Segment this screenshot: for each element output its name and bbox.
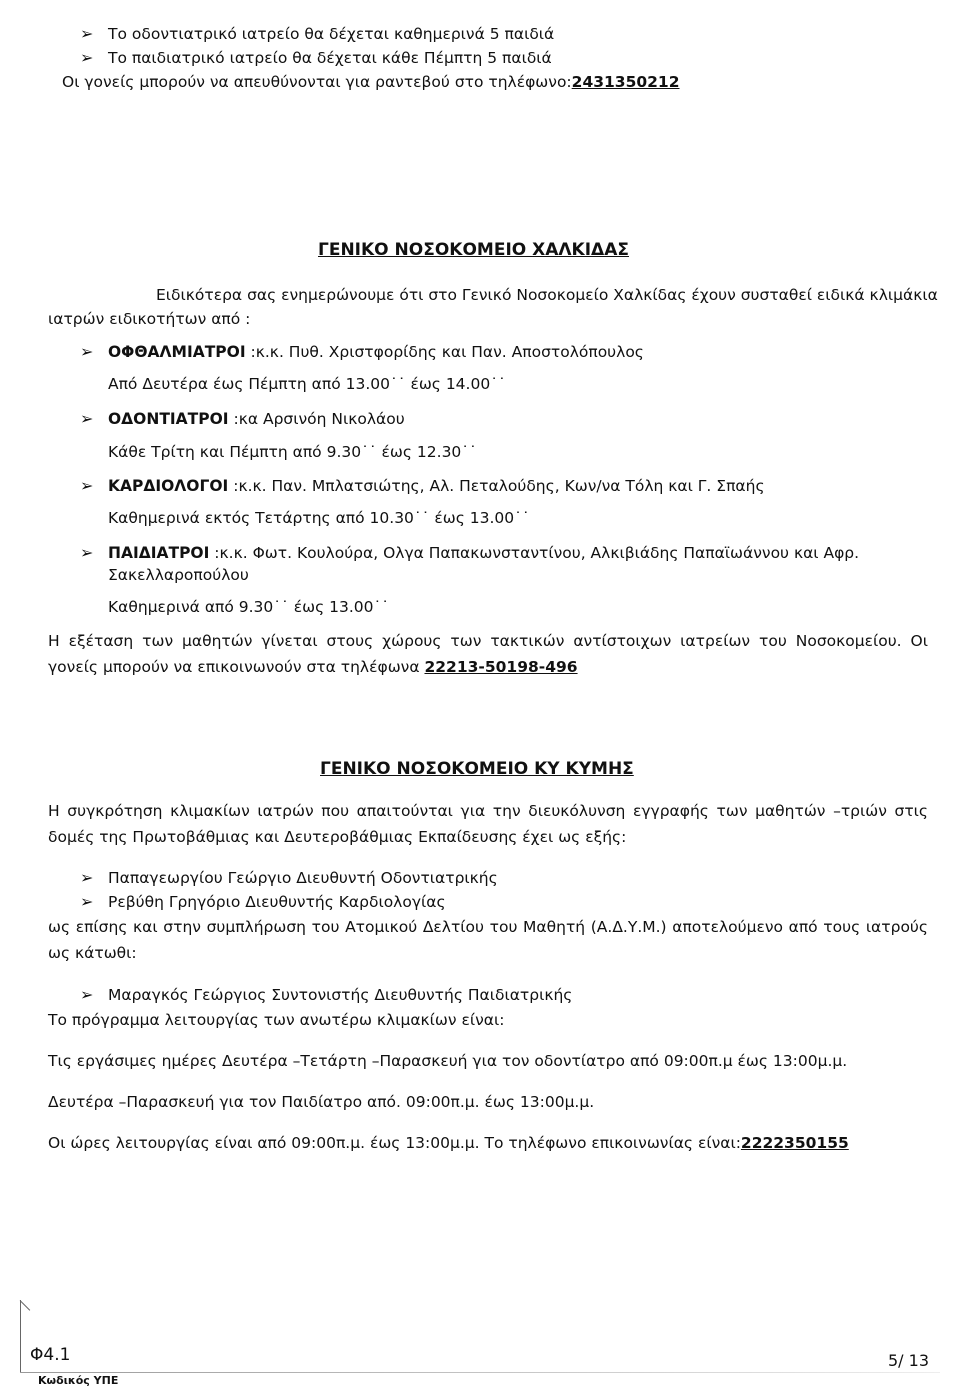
chalkida-item-cardiology [108, 476, 765, 496]
item-text: :κ.κ. Πυθ. Χριστφορίδης και Παν. Αποστολόπουλος [245, 343, 644, 361]
item-text: :κ.κ. Φωτ. Κουλούρα, Ολγα Παπακωνσταντίνου, Αλκιβιάδης Παπαϊωάννου και Αφρ. [209, 544, 860, 562]
kymi-line-3-text: Οι ώρες λειτουργίας είναι από 09:00π.μ. έως 13:00μ.μ. Το τηλέφωνο επικοινωνίας είναι: [48, 1134, 741, 1152]
kymi-bullet-3: Μαραγκός Γεώργιος Συντονιστής Διευθυντής Παιδιατρικής [108, 986, 573, 1004]
arrow-bullet-icon: ➢ [80, 24, 94, 43]
chalkida-intro-2: ιατρών ειδικοτήτων από : [48, 310, 251, 328]
arrow-bullet-icon: ➢ [80, 476, 94, 495]
item-head: ΟΦΘΑΛΜΙΑΤΡΟΙ [108, 343, 246, 361]
chalkida-schedule-pediatrics: Καθημερινά από 9.30˙˙ έως 13.00˙˙ [108, 598, 389, 616]
chalkida-title: ΓΕΝΙΚΟ ΝΟΣΟΚΟΜΕΙΟ ΧΑΛΚΙΔΑΣ [318, 240, 629, 260]
chalkida-item-dentists [108, 409, 405, 429]
page-number: 5/ 13 [888, 1351, 930, 1370]
arrow-bullet-icon: ➢ [80, 868, 94, 887]
intro-bullet-1: Το οδοντιατρικό ιατρείο θα δέχεται καθημερινά 5 παιδιά [108, 25, 555, 43]
chalkida-item-pediatrics [108, 543, 859, 563]
footer-code-label: Κωδικός ΥΠΕ [38, 1374, 119, 1387]
chalkida-schedule-cardiology: Καθημερινά εκτός Τετάρτης από 10.30˙˙ έως 13.00˙˙ [108, 509, 530, 527]
kymi-program: Το πρόγραμμα λειτουργίας των ανωτέρω κλιμακίων είναι: [48, 1011, 505, 1029]
item-head: ΠΑΙΔΙΑΤΡΟΙ [108, 544, 210, 562]
chalkida-schedule-dentists: Κάθε Τρίτη και Πέμπτη από 9.30˙˙ έως 12.30˙˙ [108, 443, 477, 461]
item-head: ΚΑΡΔΙΟΛΟΓΟΙ [108, 477, 229, 495]
arrow-bullet-icon: ➢ [80, 543, 94, 562]
intro-contact-phone: 2431350212 [571, 73, 680, 91]
chalkida-item-pediatrics-cont: Σακελλαροπούλου [108, 566, 249, 584]
footer-divider [20, 1372, 940, 1373]
arrow-bullet-icon: ➢ [80, 342, 94, 361]
exam-text: Η εξέταση των μαθητών γίνεται στους χώρους των τακτικών αντίστοιχων ιατρείων του Νοσοκομείου. Οι γονείς μπορούν να επικοινωνούν στα τηλέφωνα [48, 632, 928, 676]
arrow-bullet-icon: ➢ [80, 892, 94, 911]
chalkida-exam-paragraph [48, 628, 928, 680]
intro-bullet-2: Το παιδιατρικό ιατρείο θα δέχεται κάθε Πέμπτη 5 παιδιά [108, 49, 552, 67]
kymi-line-3 [48, 1133, 849, 1153]
kymi-title: ΓΕΝΙΚΟ ΝΟΣΟΚΟΜΕΙΟ ΚΥ ΚΥΜΗΣ [320, 759, 634, 779]
kymi-phone: 2222350155 [740, 1134, 849, 1152]
item-text: :κα Αρσινόη Νικολάου [228, 410, 405, 428]
footer-code: Φ4.1 [30, 1345, 71, 1365]
kymi-line-2: Δευτέρα –Παρασκευή για τον Παιδίατρο από. 09:00π.μ. έως 13:00μ.μ. [48, 1093, 595, 1111]
exam-phone: 22213-50198-496 [424, 658, 578, 676]
chalkida-item-ophthalmology [108, 342, 644, 362]
chalkida-intro-1: Ειδικότερα σας ενημερώνουμε ότι στο Γενικό Νοσοκομείο Χαλκίδας έχουν συσταθεί ειδικά κλιμάκια [156, 286, 938, 304]
item-head: ΟΔΟΝΤΙΑΤΡΟΙ [108, 410, 229, 428]
kymi-bullet-1: Παπαγεωργίου Γεώργιο Διευθυντή Οδοντιατρικής [108, 869, 498, 887]
kymi-intro: Η συγκρότηση κλιμακίων ιατρών που απαιτούνται για την διευκόλυνση εγγραφής των μαθητών –τριών στις δομές της Πρωτοβάθμιας και Δευτεροβάθμιας Εκπαίδευσης έχει ως εξής: [48, 802, 928, 846]
arrow-bullet-icon: ➢ [80, 985, 94, 1004]
intro-contact-text: Οι γονείς μπορούν να απευθύνονται για ραντεβού στο τηλέφωνο: [62, 73, 572, 91]
footer-corner-diagonal [20, 1300, 31, 1311]
item-text: :κ.κ. Παν. Μπλατσιώτης, Αλ. Πεταλούδης, Κων/να Τόλη και Γ. Σπαής [228, 477, 765, 495]
arrow-bullet-icon: ➢ [80, 48, 94, 67]
kymi-bullet-2: Ρεβύθη Γρηγόριο Διευθυντής Καρδιολογίας [108, 893, 446, 911]
kymi-also: ως επίσης και στην συμπλήρωση του Ατομικού Δελτίου του Μαθητή (Α.Δ.Υ.Μ.) αποτελούμενο από τους ιατρούς ως κάτωθι: [48, 918, 928, 962]
chalkida-schedule-ophthalmology: Από Δευτέρα έως Πέμπτη από 13.00˙˙ έως 14.00˙˙ [108, 375, 506, 393]
intro-contact [62, 72, 680, 92]
footer-corner-line [20, 1300, 21, 1372]
kymi-line-1: Τις εργάσιμες ημέρες Δευτέρα –Τετάρτη –Παρασκευή για τον οδοντίατρο από 09:00π.μ έως 13:00μ.μ. [48, 1052, 848, 1070]
arrow-bullet-icon: ➢ [80, 409, 94, 428]
